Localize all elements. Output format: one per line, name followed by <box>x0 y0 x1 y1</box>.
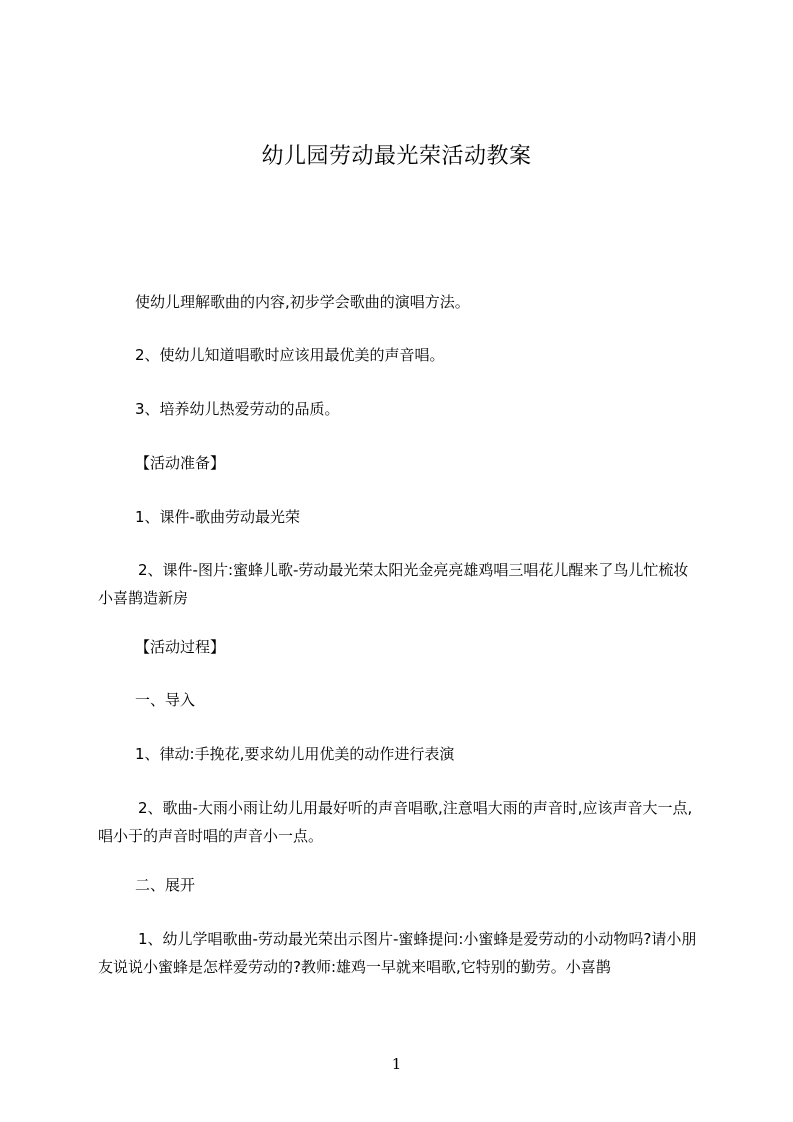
paragraph-objective-2: 2、使幼儿知道唱歌时应该用最优美的声音唱。 <box>135 346 445 364</box>
subsection-heading-develop: 二、展开 <box>135 876 196 894</box>
section-heading-process: 【活动过程】 <box>135 638 226 656</box>
paragraph-preparation-2: 2、课件-图片:蜜蜂儿歌-劳动最光荣太阳光金亮亮雄鸡唱三唱花儿醒来了鸟儿忙梳妆小喜鹊造新房 <box>98 561 689 607</box>
paragraph-objective-1: 使幼儿理解歌曲的内容,初步学会歌曲的演唱方法。 <box>135 293 470 311</box>
document-title: 幼儿园劳动最光荣活动教案 <box>261 144 532 169</box>
subsection-heading-intro: 一、导入 <box>135 691 196 709</box>
paragraph-intro-1: 1、律动:手挽花,要求幼儿用优美的动作进行表演 <box>135 745 455 763</box>
paragraph-objective-3: 3、培养幼儿热爱劳动的品质。 <box>135 400 340 418</box>
section-heading-preparation: 【活动准备】 <box>135 454 226 472</box>
paragraph-preparation-1: 1、课件-歌曲劳动最光荣 <box>135 508 300 526</box>
page-number: 1 <box>391 1055 402 1073</box>
paragraph-develop-1: 1、幼儿学唱歌曲-劳动最光荣出示图片-蜜蜂提问:小蜜蜂是爱劳动的小动物吗?请小朋友说说小蜜蜂是怎样爱劳动的?教师:雄鸡一早就来唱歌,它特别的勤劳。小喜鹊 <box>98 930 697 976</box>
paragraph-intro-2: 2、歌曲-大雨小雨让幼儿用最好听的声音唱歌,注意唱大雨的声音时,应该声音大一点,唱小于的声音时唱的声音小一点。 <box>98 799 693 845</box>
